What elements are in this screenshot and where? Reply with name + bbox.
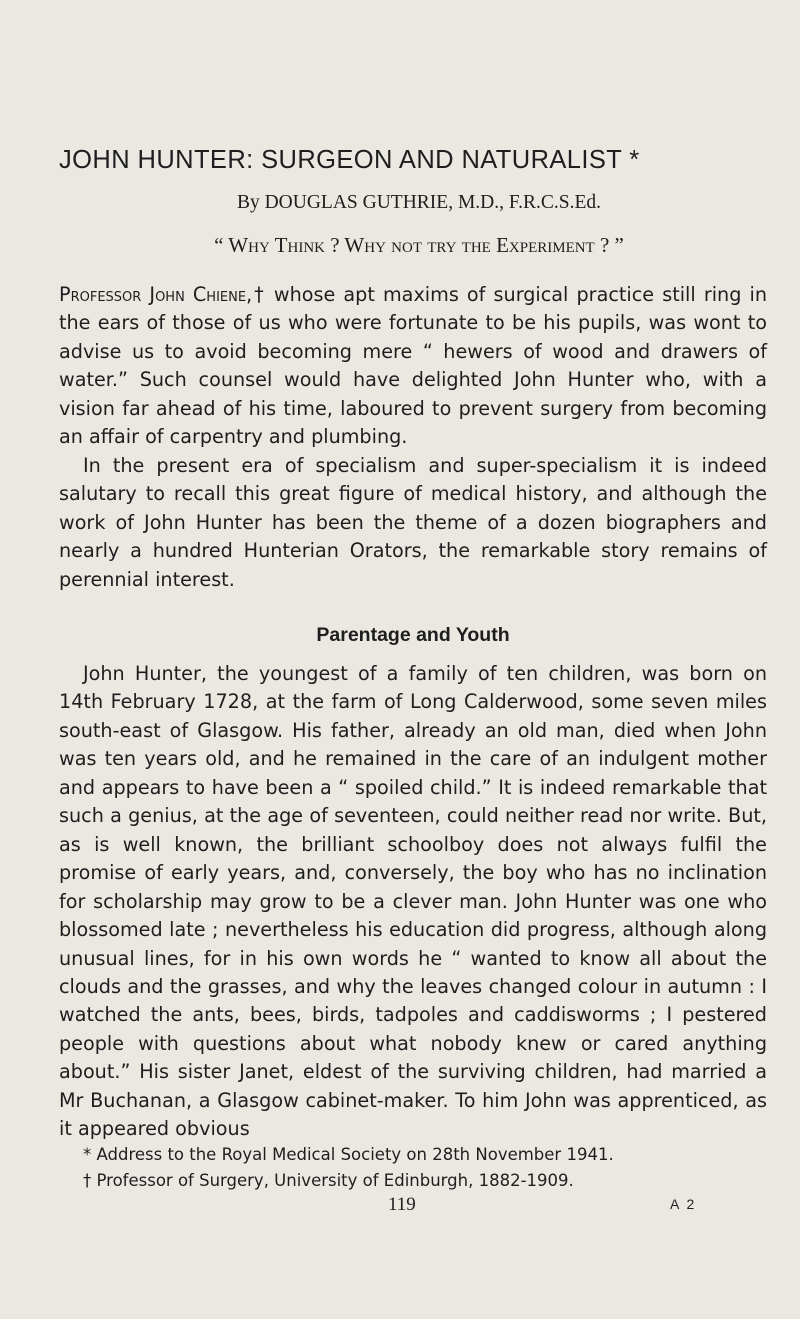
footnotes	[59, 1142, 767, 1194]
signature-mark: A 2	[670, 1196, 697, 1212]
section-paragraph: John Hunter, the youngest of a family of ten children, was born on 14th February 1728, at the farm of Long Calderwood, some seven miles south-east of Glasgow. His father, already an old man, died when John was ten years old, and he remained in the care of an indulgent mother and appears to have been a “ spoiled child.” It is indeed remarkable that such a genius, at the age of seventeen, could neither read nor write. But, as is well known, the brilliant schoolboy does not always fulfil the promise of early years, and, conversely, the boy who has no inclination for scholarship may grow to be a clever man. John Hunter was one who blossomed late ; nevertheless his education did progress, although along unusual lines, for in his own words he “ wanted to know all about the clouds and the grasses, and why the leaves changed colour in autumn : I watched the ants, bees, birds, tadpoles and caddisworms ; I pestered people with questions about what nobody knew or cared anything about.” His sister Janet, eldest of the surviving children, had married a Mr Buchanan, a Glasgow cabinet-maker. To him John was apprenticed, as it appeared obvious	[59, 662, 767, 1141]
paragraph-1	[59, 281, 767, 452]
section-heading: Parentage and Youth	[316, 624, 510, 646]
section-text	[59, 660, 767, 1144]
byline-author: DOUGLAS GUTHRIE, M.D., F.R.C.S.Ed.	[264, 192, 602, 213]
author-byline	[59, 192, 779, 214]
paragraph-1-lead: Professor John Chiene,†	[59, 283, 266, 306]
footnote-2: † Professor of Surgery, University of Edinburgh, 1882-1909.	[83, 1171, 574, 1190]
page-number: 119	[388, 1194, 416, 1215]
paragraph-2: In the present era of specialism and super-specialism it is indeed salutary to recall this great figure of medical history, and although the work of John Hunter has been the theme of a dozen biographers and nearly a hundred Hunterian Orators, the remarkable story remains of perennial interest.	[59, 453, 767, 591]
epigraph: “ Why Think ? Why not try the Experiment ? ”	[214, 233, 624, 257]
paragraph-1-body: whose apt maxims of surgical practice still ring in the ears of those of us who were fortunate to be his pupils, was wont to advise us to avoid becoming mere “ hewers of wood and drawers of water.” Such counsel would have delighted John Hunter who, with a vision far ahead of his time, laboured to prevent surgery from becoming an affair of carpentry and plumbing.	[59, 283, 767, 449]
article-title: JOHN HUNTER: SURGEON AND NATURALIST *	[59, 146, 640, 174]
byline-prefix: By	[236, 192, 265, 213]
intro-text	[59, 281, 767, 594]
footnote-1: * Address to the Royal Medical Society on 28th November 1941.	[83, 1145, 614, 1164]
